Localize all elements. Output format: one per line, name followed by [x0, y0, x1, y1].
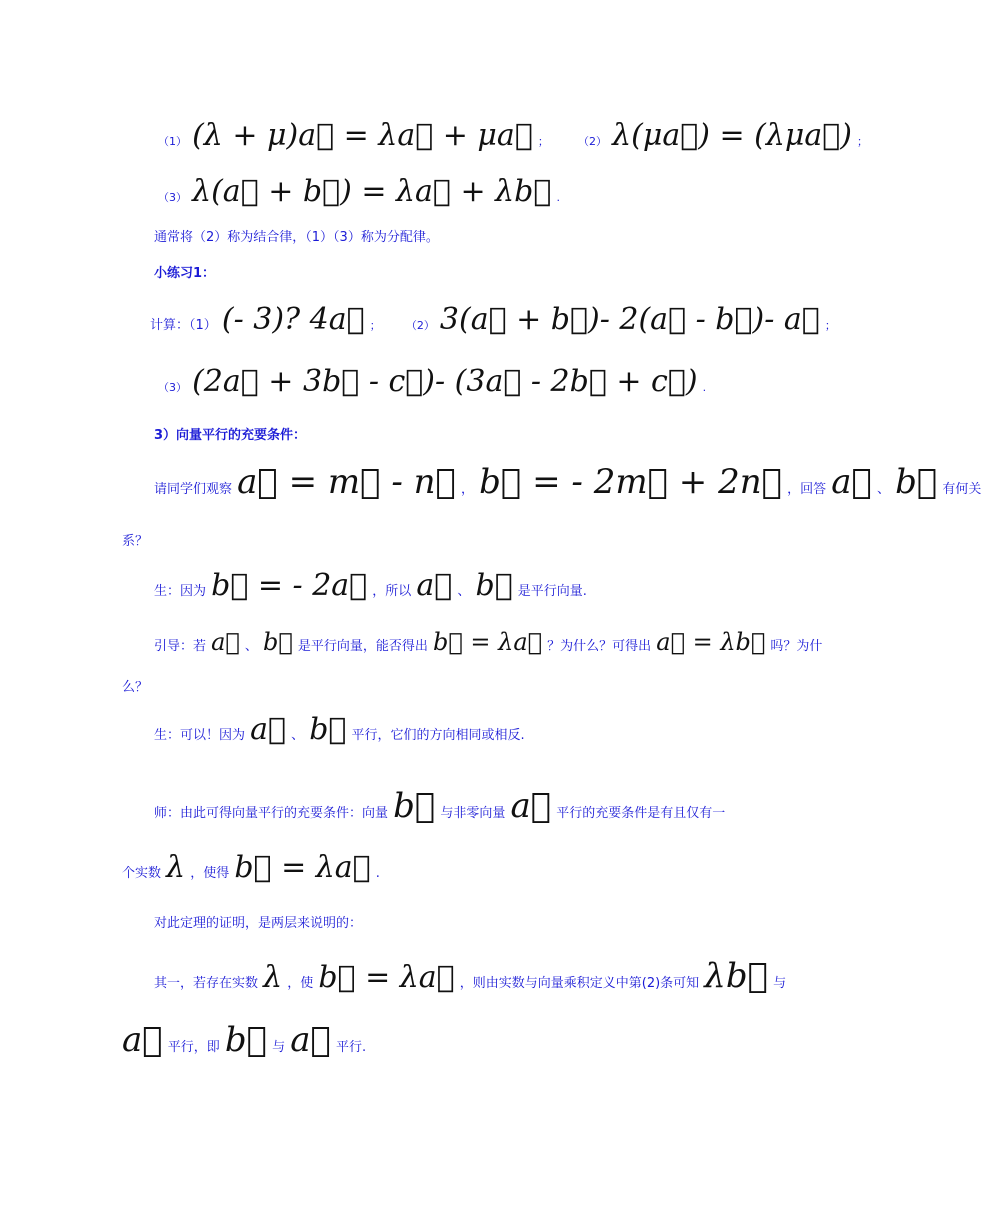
- vector-b: b⃗: [309, 712, 347, 747]
- student-prefix: 生：因为: [154, 584, 207, 599]
- lambda-b: λb⃗: [704, 956, 768, 996]
- guide-suffix: 吗？为什: [770, 639, 823, 654]
- proof-suffix: 与: [773, 976, 787, 991]
- formula-label-3: （3）: [158, 191, 187, 204]
- formula-3: λ(a⃗ + b⃗) = λa⃗ + λb⃗: [192, 174, 552, 209]
- exercise-label-2: （2）: [405, 319, 435, 332]
- proof-end: 平行.: [336, 1040, 367, 1055]
- guide-mid-2: ？为什么？可得出: [547, 639, 652, 654]
- formula-1: (λ + μ)a⃗ = λa⃗ + μa⃗: [192, 118, 533, 153]
- proof-intro: 对此定理的证明，是两层来说明的：: [154, 916, 363, 931]
- separator: ；: [857, 135, 869, 148]
- vector-a: a⃗: [831, 462, 872, 502]
- observe-eq-1: a⃗ = m⃗ - n⃗: [237, 462, 456, 502]
- proof-line-2: [122, 1020, 366, 1060]
- proof-mid-1: ，使: [287, 976, 314, 991]
- vector-a: a⃗: [290, 1020, 331, 1060]
- section-3-title: 3）向量平行的充要条件：: [154, 428, 307, 443]
- proof-prefix: 其一，若存在实数: [154, 976, 259, 991]
- vector-a: a⃗: [250, 712, 286, 747]
- vector-b: b⃗: [895, 462, 938, 502]
- observe-eq-2: b⃗ = - 2m⃗ + 2n⃗: [479, 462, 783, 502]
- observe-continuation: 系？: [122, 534, 149, 549]
- separator: ；: [537, 135, 549, 148]
- proof-mid-2: ，则由实数与向量乘积定义中第(2)条可知: [459, 976, 700, 991]
- formula-end: .: [556, 191, 560, 204]
- vector-b: b⃗: [224, 1020, 268, 1060]
- exercise-title: 小练习1：: [154, 266, 216, 281]
- exercise-2: 3(a⃗ + b⃗)- 2(a⃗ - b⃗)- a⃗: [439, 302, 820, 337]
- teacher-continuation: [122, 850, 380, 885]
- teacher-mid: 与非零向量: [440, 806, 506, 821]
- lambda-symbol: λ: [166, 850, 186, 885]
- formula-label-2: （2）: [578, 135, 608, 148]
- exercise-3: (2a⃗ + 3b⃗ - c⃗)- (3a⃗ - 2b⃗ + c⃗): [192, 364, 698, 399]
- proof-line-1: [154, 956, 786, 996]
- teacher-eq: b⃗ = λa⃗: [234, 850, 371, 885]
- dun-mark: 、: [877, 482, 891, 497]
- guide-continuation: 么？: [122, 680, 149, 695]
- teacher-cont-prefix: 个实数: [122, 866, 162, 881]
- proof-eq: b⃗ = λa⃗: [318, 960, 455, 995]
- guide-eq-1: b⃗ = λa⃗: [433, 628, 543, 656]
- separator: ；: [369, 319, 381, 332]
- comma: ，: [461, 482, 475, 497]
- guide-mid-1: 是平行向量，能否得出: [297, 639, 428, 654]
- proof-yu: 与: [272, 1040, 286, 1055]
- student-eq: b⃗ = - 2a⃗: [211, 568, 368, 603]
- lambda-symbol: λ: [263, 960, 283, 995]
- vector-a: a⃗: [416, 568, 453, 603]
- exercise-line-1: [150, 302, 836, 337]
- student-suffix: 是平行向量.: [517, 584, 587, 599]
- student-answer-2: [154, 712, 525, 747]
- student-answer-1: [154, 568, 587, 603]
- exercise-label-3: （3）: [158, 381, 187, 394]
- student-mid: ，所以: [372, 584, 412, 599]
- observe-prefix: 请同学们观察: [154, 482, 233, 497]
- guide-eq-2: a⃗ = λb⃗: [656, 628, 766, 656]
- observe-line: [154, 462, 981, 502]
- teacher-cont-mid: ，使得: [190, 866, 230, 881]
- law-note: 通常将（2）称为结合律，（1）（3）称为分配律。: [154, 230, 439, 245]
- observe-suffix: 有何关: [942, 482, 981, 497]
- exercise-1: (- 3)? 4a⃗: [221, 302, 365, 337]
- observe-answer: ，回答: [787, 482, 827, 497]
- teacher-line: [154, 786, 725, 826]
- dun-mark: 、: [457, 584, 471, 599]
- vector-a: a⃗: [510, 786, 552, 826]
- dun-mark: 、: [291, 728, 305, 743]
- student-suffix: 平行，它们的方向相同或相反.: [351, 728, 525, 743]
- vector-a: a⃗: [211, 628, 240, 656]
- vector-b: b⃗: [475, 568, 513, 603]
- teacher-prefix: 师：由此可得向量平行的充要条件：向量: [154, 806, 389, 821]
- dun-mark: 、: [244, 639, 258, 654]
- vector-b: b⃗: [263, 628, 293, 656]
- formula-2: λ(μa⃗) = (λμa⃗): [612, 118, 852, 153]
- separator: ；: [824, 319, 836, 332]
- guide-line: [154, 628, 822, 656]
- formula-line-3: [158, 174, 560, 209]
- proof-mid-3: 平行，即: [167, 1040, 220, 1055]
- guide-prefix: 引导：若: [154, 639, 207, 654]
- calc-label: 计算：（1）: [150, 318, 217, 333]
- formula-line-1: [158, 118, 868, 153]
- exercise-line-3: [158, 364, 706, 399]
- exercise-end: .: [702, 381, 707, 394]
- formula-label-1: （1）: [158, 135, 187, 148]
- student-prefix: 生：可以！因为: [154, 728, 246, 743]
- vector-b: b⃗: [393, 786, 436, 826]
- vector-a: a⃗: [122, 1020, 163, 1060]
- teacher-suffix: 平行的充要条件是有且仅有一: [556, 806, 726, 821]
- teacher-end: .: [375, 866, 380, 881]
